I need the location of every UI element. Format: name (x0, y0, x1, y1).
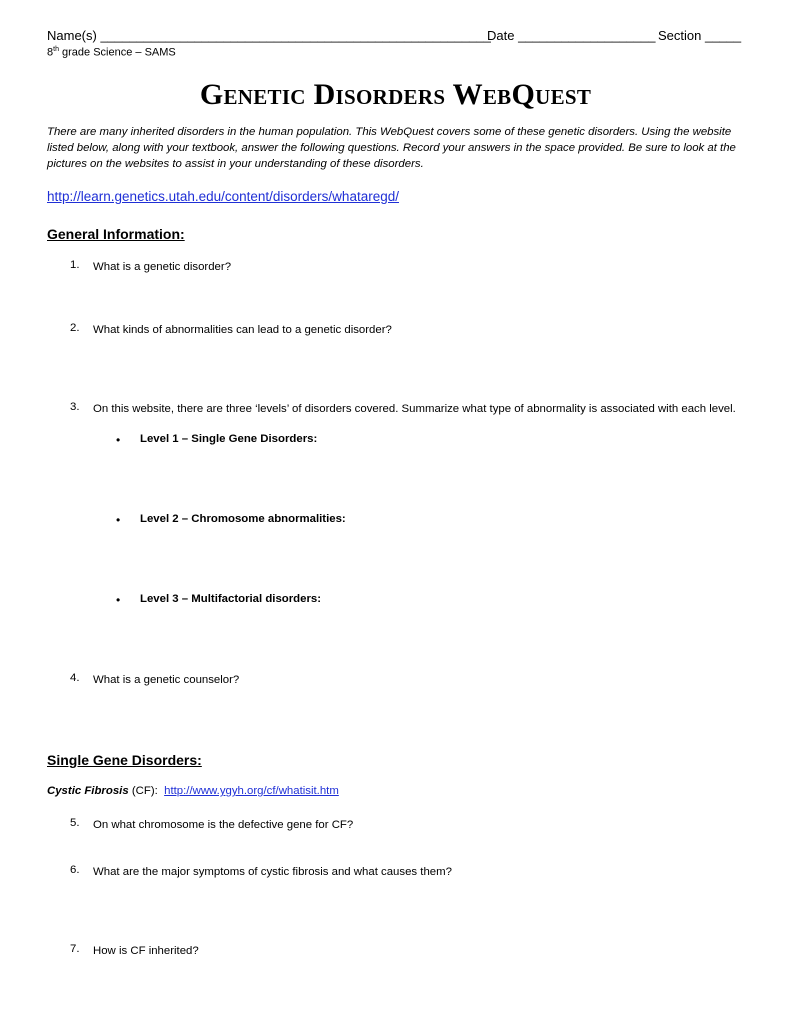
level-2-label: Level 2 – Chromosome abnormalities: (140, 513, 346, 525)
question-text: How is CF inherited? (93, 945, 199, 957)
grade-line (47, 46, 176, 59)
question-number: 2. (70, 322, 80, 334)
question-text: What kinds of abnormalities can lead to a genetic disorder? (93, 324, 392, 336)
intro-paragraph: There are many inherited disorders in the human population. This WebQuest covers some of these genetic disorders. Using the website listed below, along with your textbook, answer the following questions. Record your answers in the space provided. Be sure to look at the pictures on the websites to assist in your understanding of these disorders. (47, 126, 736, 170)
question-number: 6. (70, 864, 80, 876)
grade-course: grade Science – SAMS (58, 46, 176, 59)
bullet-icon: • (116, 433, 121, 447)
cf-url-link[interactable]: http://www.ygyh.org/cf/whatisit.htm (164, 785, 339, 797)
main-url-link[interactable]: http://learn.genetics.utah.edu/content/disorders/whataregd/ (47, 189, 399, 204)
section-label: Section _____ (658, 28, 742, 43)
section-single-gene-disorders: Single Gene Disorders: (47, 752, 202, 768)
question-number: 5. (70, 817, 80, 829)
question-text: What is a genetic counselor? (93, 674, 240, 686)
bullet-icon: • (116, 593, 121, 607)
question-number: 4. (70, 672, 80, 684)
bullet-icon: • (116, 513, 121, 527)
names-label: Name(s) ______________________________________________________ (47, 28, 491, 43)
page-title: Genetic Disorders WebQuest (199, 78, 592, 111)
level-1-label: Level 1 – Single Gene Disorders: (140, 433, 318, 445)
cf-abbr: (CF): (128, 785, 165, 797)
question-number: 1. (70, 259, 80, 271)
question-number: 3. (70, 401, 80, 413)
section-field[interactable] (658, 28, 741, 43)
date-field[interactable] (487, 28, 655, 43)
question-text: What are the major symptoms of cystic fibrosis and what causes them? (93, 866, 452, 878)
question-text: On this website, there are three ‘levels’ of disorders covered. Summarize what type of abnormality is associated with each level. (93, 403, 736, 415)
question-number: 7. (70, 943, 80, 955)
main-url-container (47, 189, 399, 204)
section-general-information: General Information: (47, 226, 185, 242)
names-field[interactable] (47, 28, 491, 43)
level-3-label: Level 3 – Multifactorial disorders: (140, 593, 322, 605)
cystic-fibrosis-line (47, 785, 339, 797)
question-text: On what chromosome is the defective gene for CF? (93, 819, 354, 831)
cf-name: Cystic Fibrosis (47, 785, 129, 797)
grade-number: 8 (47, 46, 54, 59)
date-label: Date ___________________ (487, 28, 656, 43)
question-text: What is a genetic disorder? (93, 261, 232, 273)
grade-superscript: th (53, 46, 59, 53)
